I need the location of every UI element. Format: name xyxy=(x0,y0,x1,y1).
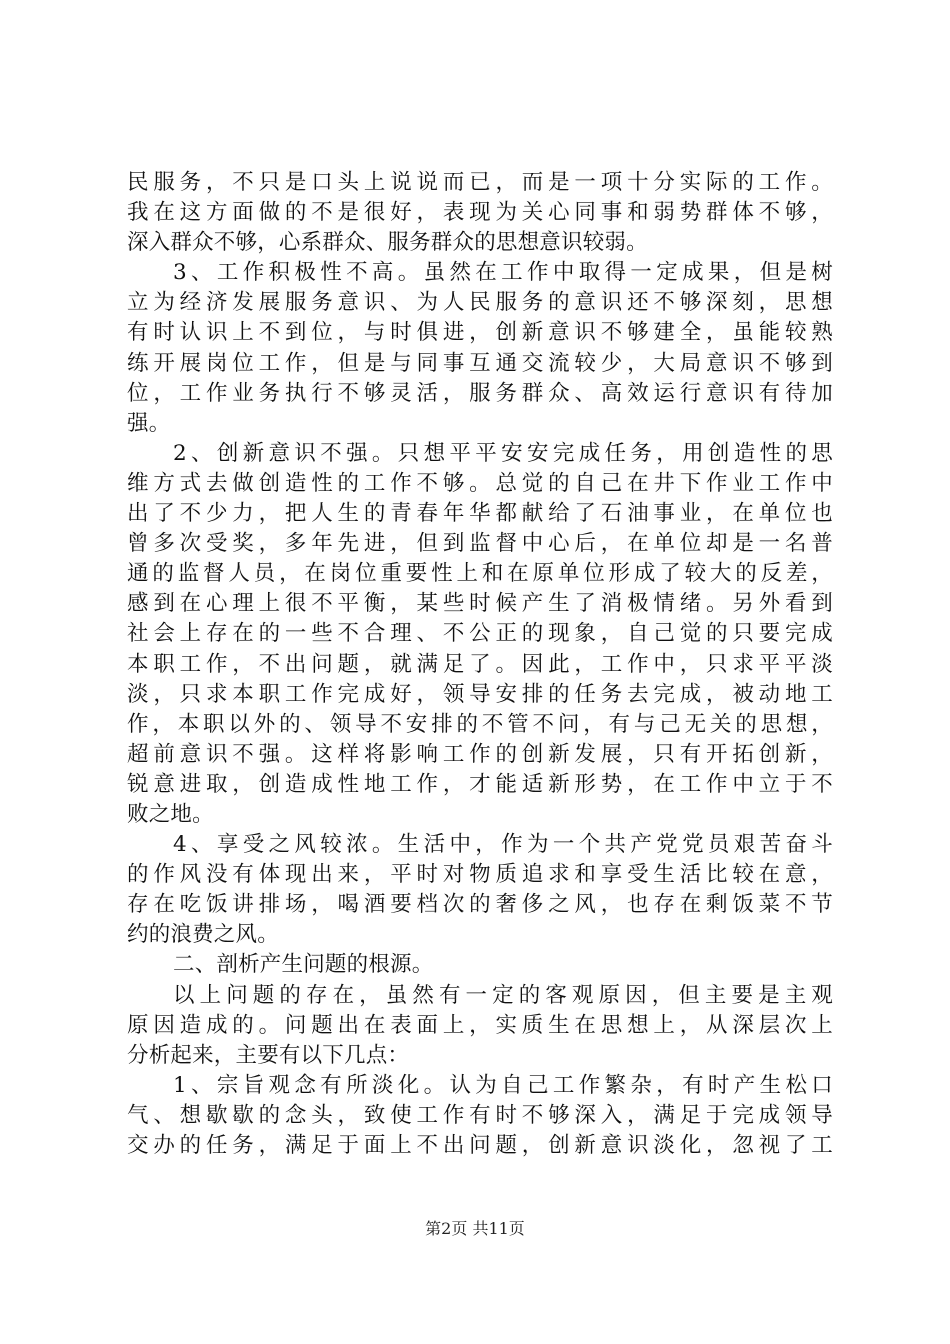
text-line: 超前意识不强。这样将影响工作的创新发展，只有开拓创新， xyxy=(127,741,833,767)
text-line: 败之地。 xyxy=(127,801,214,827)
text-line: 交办的任务，满足于面上不出问题，创新意识淡化，忽视了工 xyxy=(127,1133,833,1158)
text-line: 存在吃饭讲排场，喝酒要档次的奢侈之风，也存在剩饭菜不节 xyxy=(127,892,833,918)
text-line: 作，本职以外的、领导不安排的不管不问，有与己无关的思想， xyxy=(127,711,833,737)
text-line: 约的浪费之风。 xyxy=(127,922,279,948)
text-line: 立为经济发展服务意识、为人民服务的意识还不够深刻，思想 xyxy=(127,290,833,316)
text-line: 有时认识上不到位，与时俱进，创新意识不够建全，虽能较熟 xyxy=(127,320,833,346)
text-line: 位，工作业务执行不够灵活，服务群众、高效运行意识有待加 xyxy=(127,380,833,406)
text-line: 本职工作，不出问题，就满足了。因此，工作中，只求平平淡 xyxy=(127,651,833,677)
text-line: 锐意进取，创造成性地工作，才能适新形势，在工作中立于不 xyxy=(127,771,833,797)
text-line: 练开展岗位工作，但是与同事互通交流较少，大局意识不够到 xyxy=(127,350,833,376)
text-line: 4、享受之风较浓。生活中，作为一个共产党党员艰苦奋斗 xyxy=(173,832,833,858)
text-line: 淡，只求本职工作完成好，领导安排的任务去完成，被动地工 xyxy=(127,681,833,707)
text-line: 社会上存在的一些不合理、不公正的现象，自己觉的只要完成 xyxy=(127,621,833,647)
text-line: 原因造成的。问题出在表面上，实质生在思想上，从深层次上 xyxy=(127,1012,833,1038)
text-line: 深入群众不够，心系群众、服务群众的思想意识较弱。 xyxy=(127,230,648,256)
text-line: 的作风没有体现出来，平时对物质追求和享受生活比较在意， xyxy=(127,862,833,888)
text-line: 1、宗旨观念有所淡化。认为自己工作繁杂，有时产生松口 xyxy=(173,1072,833,1098)
text-line: 二、剖析产生问题的根源。 xyxy=(173,952,434,978)
document-body xyxy=(127,168,833,1161)
page-footer: 第2页 共11页 xyxy=(425,1219,525,1238)
text-line: 民服务，不只是口头上说说而已，而是一项十分实际的工作。 xyxy=(127,170,833,195)
text-line: 曾多次受奖，多年先进，但到监督中心后，在单位却是一名普 xyxy=(127,531,833,557)
text-line: 维方式去做创造性的工作不够。总觉的自己在井下作业工作中 xyxy=(127,470,833,496)
text-line: 2、创新意识不强。只想平平安安完成任务，用创造性的思 xyxy=(173,440,833,466)
text-line: 3、工作积极性不高。虽然在工作中取得一定成果，但是树 xyxy=(173,260,833,286)
text-line: 我在这方面做的不是很好，表现为关心同事和弱势群体不够， xyxy=(127,200,833,226)
text-line: 出了不少力，把人生的青春年华都献给了石油事业，在单位也 xyxy=(127,501,833,527)
text-line: 气、想歇歇的念头，致使工作有时不够深入，满足于完成领导 xyxy=(127,1102,833,1128)
text-line: 分析起来，主要有以下几点： xyxy=(127,1042,410,1068)
text-line: 通的监督人员，在岗位重要性上和在原单位形成了较大的反差， xyxy=(127,561,833,587)
text-line: 强。 xyxy=(127,410,171,436)
text-line: 以上问题的存在，虽然有一定的客观原因，但主要是主观 xyxy=(173,982,833,1008)
text-line: 感到在心理上很不平衡，某些时候产生了消极情绪。另外看到 xyxy=(127,591,833,617)
